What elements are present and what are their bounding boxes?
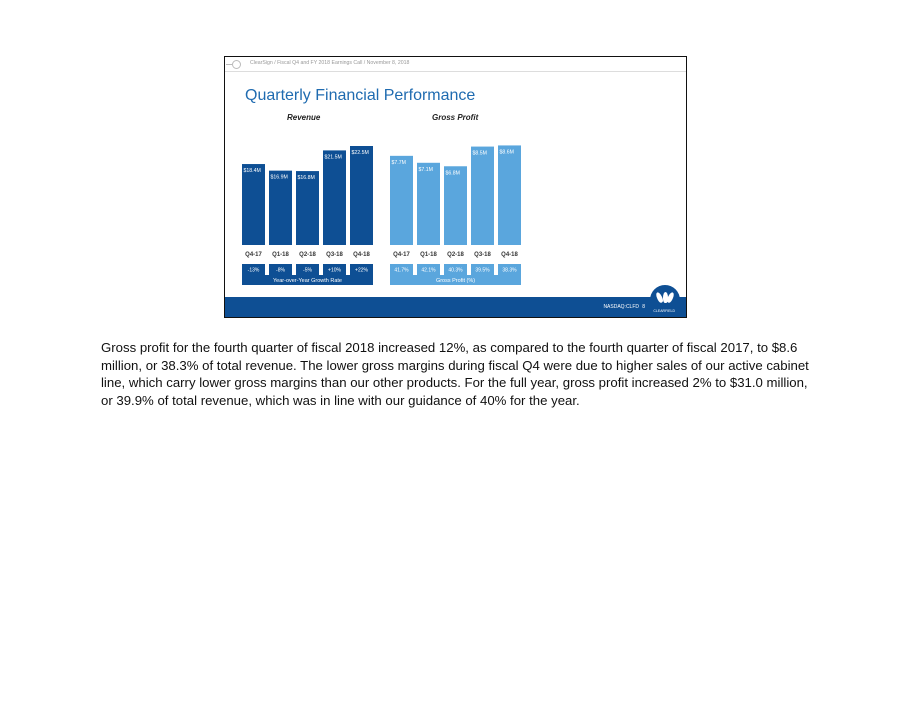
brand-wordmark: CLEARFIELD bbox=[653, 309, 675, 313]
revenue-category-label: Q3-18 bbox=[326, 252, 343, 258]
revenue-category-label: Q1-18 bbox=[272, 252, 289, 258]
page-number: 8 bbox=[642, 304, 645, 310]
gross-profit-row-caption: Gross Profit (%) bbox=[435, 278, 476, 284]
revenue-value-label: $18.4M bbox=[243, 168, 261, 175]
gross-profit-bar bbox=[444, 166, 467, 245]
breadcrumb: ClearSign / Fiscal Q4 and FY 2018 Earnings Call / November 8, 2018 bbox=[250, 60, 410, 66]
revenue-row-value: +10% bbox=[328, 267, 341, 274]
gross-profit-row-value: 41.7% bbox=[394, 267, 409, 274]
revenue-chart-title: Revenue bbox=[287, 113, 321, 122]
slide-notes-text: Gross profit for the fourth quarter of fiscal 2018 increased 12%, as compared to the fourth quarter of fiscal 2017, to $8.6 million, or 38.3% of total revenue. The lower gross margins during fiscal Q4 were due to higher sales of our active cabinet line, which carry lower gross margins than our other products. For the full year, gross profit increased 2% to $31.0 million, or 39.9% of total revenue, which was in line with our guidance of 40% for the year. bbox=[101, 340, 809, 408]
gross-profit-category-label: Q3-18 bbox=[474, 252, 491, 258]
revenue-row-caption: Year-over-Year Growth Rate bbox=[273, 278, 342, 284]
revenue-value-label: $22.5M bbox=[351, 150, 369, 156]
gross-profit-value-label: $8.6M bbox=[499, 149, 514, 156]
gross-profit-category-label: Q1-18 bbox=[420, 252, 437, 258]
gross-profit-row-value: 39.5% bbox=[475, 267, 490, 274]
gross-profit-row-value: 38.3% bbox=[502, 267, 517, 274]
revenue-bar bbox=[269, 171, 292, 245]
gross-profit-value-label: $8.5M bbox=[472, 150, 487, 157]
gross-profit-value-label: $6.8M bbox=[445, 170, 460, 177]
slide-title: Quarterly Financial Performance bbox=[245, 87, 476, 104]
gross-profit-chart-title: Gross Profit bbox=[432, 113, 479, 122]
bar-charts bbox=[225, 57, 687, 318]
gross-profit-bar bbox=[471, 147, 494, 245]
gross-profit-category-label: Q4-18 bbox=[501, 252, 518, 258]
gross-profit-value-label: $7.7M bbox=[391, 159, 406, 166]
gross-profit-row-value: 42.1% bbox=[421, 267, 436, 274]
gross-profit-value-label: $7.1M bbox=[418, 166, 433, 173]
gross-profit-category-label: Q2-18 bbox=[447, 252, 464, 258]
gross-profit-category-label: Q4-17 bbox=[393, 252, 410, 258]
revenue-bar bbox=[242, 164, 265, 245]
revenue-value-label: $16.8M bbox=[297, 175, 315, 182]
revenue-row-value: +22% bbox=[355, 267, 368, 274]
gross-profit-bar bbox=[498, 145, 521, 245]
revenue-row-value: -13% bbox=[247, 267, 260, 274]
gross-profit-bar bbox=[417, 163, 440, 245]
revenue-bar bbox=[296, 171, 319, 245]
slide-footer bbox=[225, 297, 686, 317]
revenue-category-label: Q4-18 bbox=[353, 252, 370, 258]
ticker-label: NASDAQ:CLFD bbox=[603, 304, 639, 310]
revenue-category-label: Q4-17 bbox=[245, 252, 262, 258]
revenue-value-label: $16.9M bbox=[270, 174, 288, 181]
revenue-bar bbox=[323, 150, 346, 245]
earnings-slide bbox=[224, 56, 687, 318]
revenue-row-value: -8% bbox=[276, 267, 285, 274]
revenue-category-label: Q2-18 bbox=[299, 252, 316, 258]
revenue-bar bbox=[350, 146, 373, 245]
revenue-row-value: -5% bbox=[303, 267, 312, 274]
gross-profit-row-value: 40.3% bbox=[448, 267, 463, 274]
gross-profit-bar bbox=[390, 156, 413, 245]
revenue-value-label: $21.5M bbox=[324, 154, 342, 161]
